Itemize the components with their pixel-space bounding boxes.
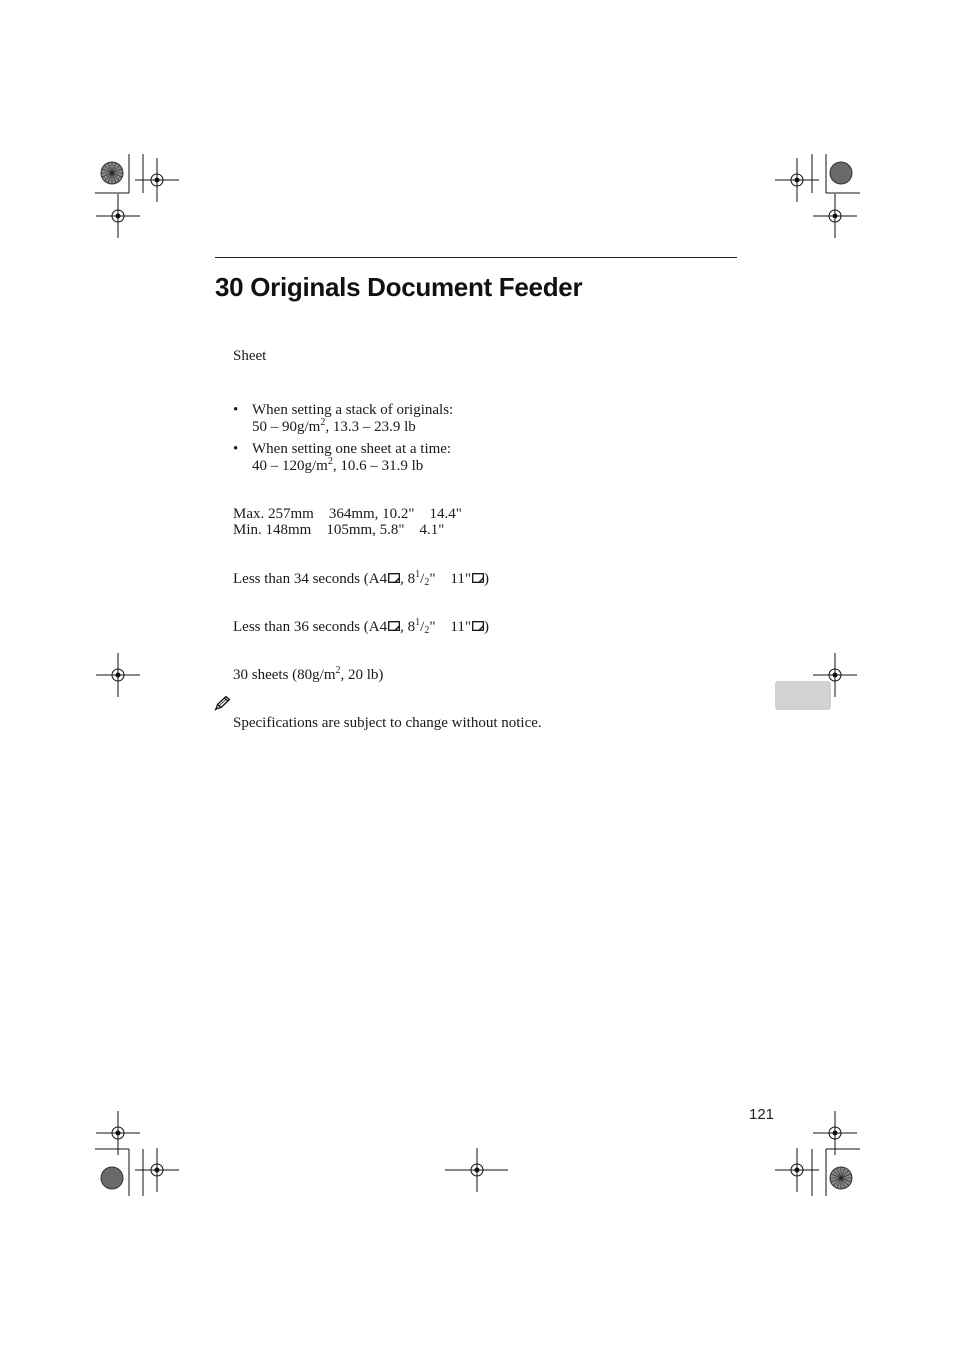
chapter-tab <box>775 681 831 710</box>
speed-line-1: Less than 34 seconds (A4 , $8^1/_2$" 11" ) <box>233 569 490 588</box>
registration-mark-icon <box>96 194 140 238</box>
capacity-value: 30 sheets ($80g/m^2$, 20 lb) <box>233 665 384 683</box>
registration-mark-icon <box>813 1111 857 1155</box>
list-item-label: When setting a stack of originals: <box>252 402 454 418</box>
bullet-icon: • <box>233 441 239 457</box>
mode-value: Sheet <box>233 348 267 364</box>
paper-size-min: Min. 148mm 105mm, 5.8" 4.1" <box>233 522 445 538</box>
landscape-paper-icon <box>472 573 484 583</box>
registration-mark-icon <box>135 158 179 202</box>
registration-mark-icon <box>96 653 140 697</box>
landscape-paper-icon <box>388 573 400 583</box>
color-target-icon <box>101 162 123 184</box>
list-item-label: When setting one sheet at a time: <box>252 441 452 457</box>
header-rule <box>215 257 737 258</box>
color-target-icon <box>830 1167 852 1189</box>
landscape-paper-icon <box>388 621 400 631</box>
note-text: Specifications are subject to change without notice. <box>233 715 542 731</box>
list-item-value: $40 - 120g/m^2$, 10.6 – 31.9 lb <box>252 456 424 474</box>
pencil-note-icon <box>214 695 232 711</box>
color-target-icon <box>101 1167 123 1189</box>
page-title: 30 Originals Document Feeder <box>215 272 583 302</box>
bullet-icon: • <box>233 402 239 418</box>
landscape-paper-icon <box>472 621 484 631</box>
paper-size-max: Max. 257mm 364mm, 10.2" 14.4" <box>233 506 462 522</box>
page-number: 121 <box>749 1106 775 1123</box>
registration-mark-icon <box>813 194 857 238</box>
color-target-icon <box>830 162 852 184</box>
registration-mark-icon <box>135 1148 179 1192</box>
registration-mark-icon <box>96 1111 140 1155</box>
speed-line-2: Less than 36 seconds (A4 , $8^1/_2$" 11" ) <box>233 617 490 636</box>
list-item-value: $50 - 90g/m^2$, 13.3 – 23.9 lb <box>252 417 416 435</box>
